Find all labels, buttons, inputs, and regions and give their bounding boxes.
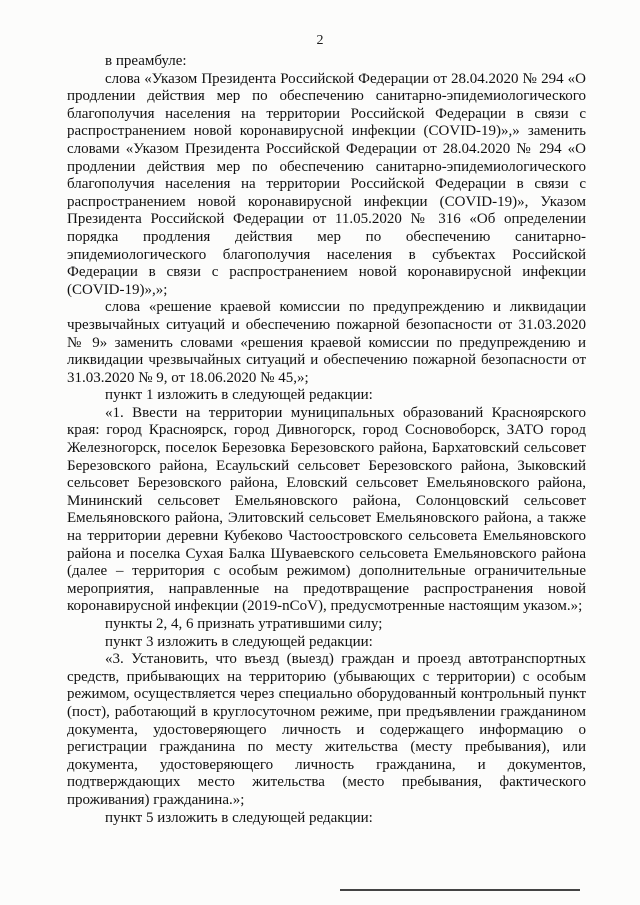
paragraph-preamble: в преамбуле: — [105, 53, 187, 69]
paragraph-commission-words: слова «решение краевой комиссии по предупреждению и ликвидации чрезвычайных ситуаций и обеспечению пожарной безопасности от 31.03.2020 № 9» заменить словами «решения краевой комиссии по предупреждению и ликвидации чрезвычайных ситуаций и обеспечению пожарной безопасности от 31.03.2020 № 9, от 18.06.2020 № 45,»; — [67, 299, 586, 386]
paragraph-point-3-text: «3. Установить, что въезд (выезд) граждан и проезд автотранспортных средств, прибывающих на территорию (убывающих с территории) с особым режимом, осуществляется через специально оборудованный контрольный пункт (пост), работающий в круглосуточном режиме, при предъявлении гражданином документа, удостоверяющего личность и содержащего информацию о регистрации гражданина по месту жительства (месту пребывания), или документа, удостоверяющего личность гражданина, и документов, подтверждающих место жительства (место пребывания, фактического проживания) гражданина.»; — [67, 651, 586, 808]
paragraph-point-5-intro: пункт 5 изложить в следующей редакции: — [105, 809, 373, 826]
page-number: 2 — [316, 33, 324, 48]
paragraph-point-3-intro: пункт 3 изложить в следующей редакции: — [105, 633, 373, 650]
document-body — [67, 53, 586, 827]
paragraph-point-1-text: «1. Ввести на территории муниципальных образований Красноярского края: город Красноярск, город Дивногорск, город Сосновоборск, ЗАТО город Железногорск, поселок Березовка Березовского района, Бархатовский сельсовет Березовского района, Есаульский сельсовет Березовского района, Зыковский сельсовет Березовского района, Еловский сельсовет Емельяновского района, Мининский сельсовет Емельяновского района, Солонцовский сельсовет Емельяновского района, Элитовский сельсовет Емельяновского района, а также на территории деревни Кубеково Частоостровского сельсовета Емельяновского района и поселка Сухая Балка Шуваевского сельсовета Емельяновского района (далее – территория с особым режимом) дополнительные ограничительные мероприятия, направленные на предотвращение распространения новой коронавирусной инфекции (2019-nCoV), предусмотренные настоящим указом.»; — [67, 404, 586, 615]
paragraph-decree-words: слова «Указом Президента Российской Федерации от 28.04.2020 № 294 «О продлении действия мер по обеспечению санитарно-эпидемиологического благополучия населения на территории Российской Федерации в связи с распространением новой коронавирусной инфекции (COVID-19)»,» заменить словами «Указом Президента Российской Федерации от 28.04.2020 № 294 «О продлении действия мер по обеспечению санитарно-эпидемиологического благополучия населения на территории Российской Федерации в связи с распространением новой коронавирусной инфекции (COVID-19)», Указом Президента Российской Федерации от 11.05.2020 № 316 «Об определении порядка продления действия мер по обеспечению санитарно-эпидемиологического благополучия населения в субъектах Российской Федерации в связи с распространением новой коронавирусной инфекции (COVID-19)»,»; — [67, 70, 586, 298]
paragraph-points-repealed: пункты 2, 4, 6 признать утратившими силу; — [105, 616, 383, 632]
bottom-divider — [340, 889, 580, 891]
paragraph-point-1-intro: пункт 1 изложить в следующей редакции: — [105, 387, 373, 404]
